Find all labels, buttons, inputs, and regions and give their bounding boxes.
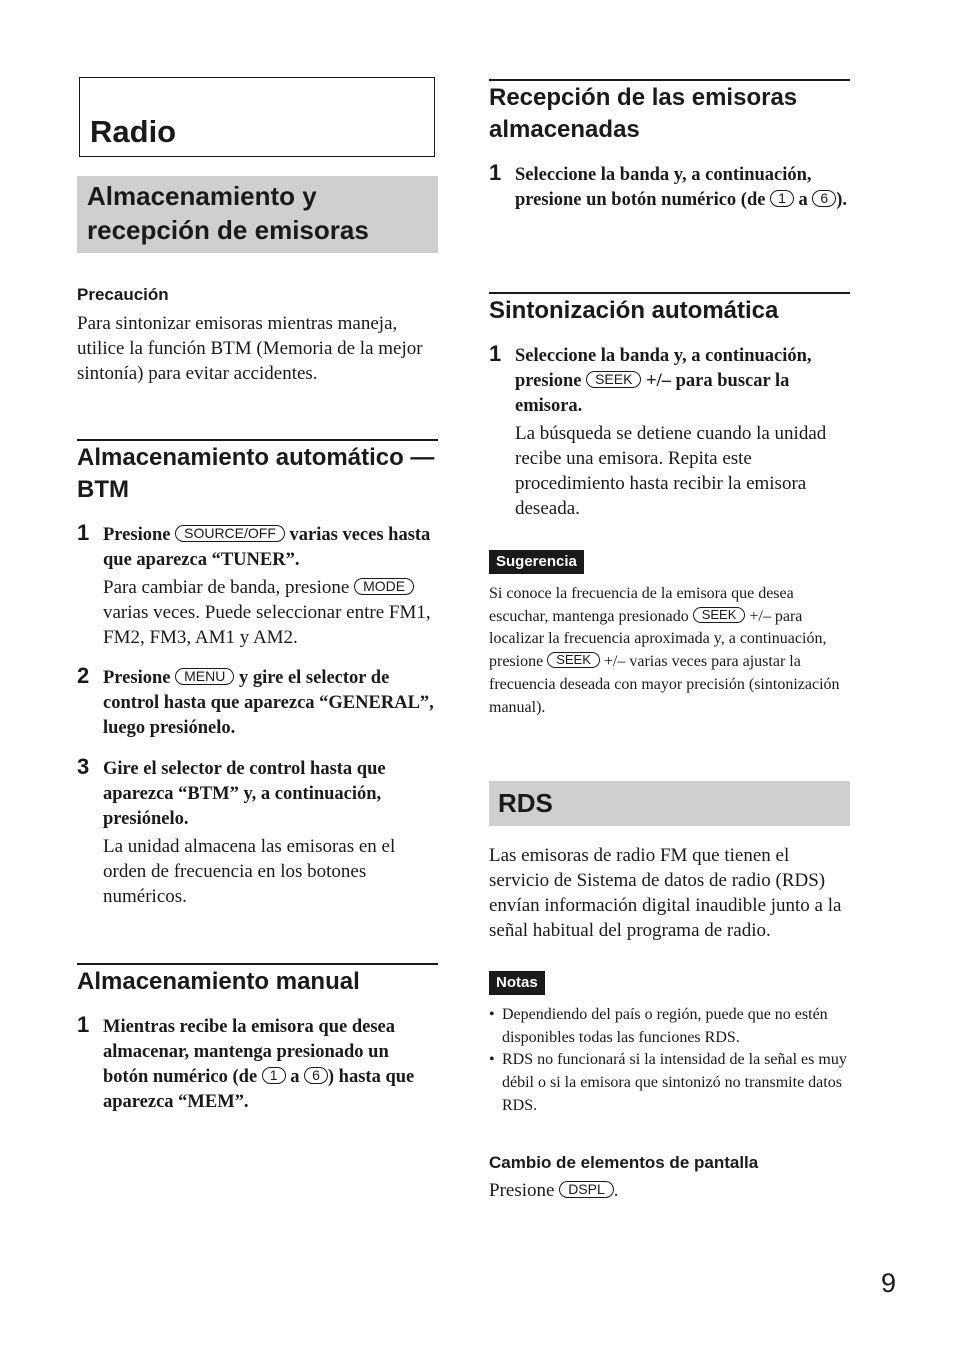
auto-step-1-body: La búsqueda se detiene cuando la unidad recibe una emisora. Repita este procedimiento hasta recibir la emisora deseada. xyxy=(515,423,827,519)
step-body-text: Para cambiar de banda, presione xyxy=(103,577,350,598)
step-number: 2 xyxy=(77,663,90,688)
btm-step-1 xyxy=(103,523,438,573)
number-key-6: 6 xyxy=(304,1067,328,1084)
display-label: Cambio de elementos de pantalla xyxy=(489,1153,759,1172)
step-number: 1 xyxy=(77,1012,90,1037)
btm-heading: Almacenamiento automático — BTM xyxy=(77,444,435,503)
caution-label: Precaución xyxy=(77,285,169,304)
manual-heading: Almacenamiento manual xyxy=(77,968,360,995)
tip-text-part: +/– varias veces para ajustar la frecuencia deseada con mayor precisión (sintonización manual). xyxy=(489,653,840,716)
step-text: Presione xyxy=(103,668,171,688)
tip-text-part: +/– para localizar la frecuencia aproximada y, a continuación, presione xyxy=(489,607,827,671)
step-body-text: varias veces. Puede seleccionar entre FM1, FM2, FM3, AM1 y AM2. xyxy=(103,602,431,648)
tip-text-part: Si conoce la frecuencia de la emisora que desea escuchar, mantenga presionado xyxy=(489,585,794,625)
step-number: 3 xyxy=(77,754,90,779)
divider xyxy=(77,963,438,965)
display-text-part: Presione xyxy=(489,1180,555,1201)
step-text: ). xyxy=(836,190,847,210)
tip-text xyxy=(489,583,850,719)
step-text: Seleccione la banda y, a continuación, presione xyxy=(515,346,812,391)
dspl-key: DSPL xyxy=(559,1181,614,1198)
step-text: a xyxy=(798,190,808,210)
step-text: a xyxy=(290,1067,300,1087)
seek-key: SEEK xyxy=(547,652,600,668)
auto-step-1 xyxy=(515,344,850,419)
divider xyxy=(489,292,850,294)
btm-step-3: Gire el selector de control hasta que aparezca “BTM” y, a continuación, presiónelo. xyxy=(103,759,386,829)
section-title: Almacenamiento y recepción de emisoras xyxy=(87,181,369,245)
mode-key: MODE xyxy=(354,578,414,595)
step-number: 1 xyxy=(77,520,90,545)
display-text-part: . xyxy=(613,1180,619,1201)
rds-title: RDS xyxy=(498,788,553,818)
btm-step-1-body xyxy=(103,575,438,650)
step-text: y gire el selector de control hasta que aparezca “GENERAL”, luego presiónelo. xyxy=(103,668,434,738)
number-key-1: 1 xyxy=(262,1067,286,1084)
step-text: Mientras recibe la emisora que desea almacenar, mantenga presionado un botón numérico (de xyxy=(103,1017,395,1087)
manual-step-1 xyxy=(103,1015,438,1115)
rds-text: Las emisoras de radio FM que tienen el servicio de Sistema de datos de radio (RDS) envían información digital inaudible junto a la señal habitual del programa de radio. xyxy=(489,845,842,941)
note-item: • RDS no funcionará si la intensidad de la señal es muy débil o si la emisora que sintonizó no transmite datos RDS. xyxy=(489,1049,850,1117)
btm-step-2 xyxy=(103,666,438,741)
step-number: 1 xyxy=(489,341,502,366)
page-title-box xyxy=(79,77,435,157)
auto-heading: Sintonización automática xyxy=(489,297,779,324)
page-title: Radio xyxy=(90,114,177,149)
recv-heading: Recepción de las emisoras almacenadas xyxy=(489,84,798,143)
step-text: Seleccione la banda y, a continuación, presione un botón numérico (de xyxy=(515,165,812,210)
notes-list xyxy=(489,1004,850,1118)
number-key-6: 6 xyxy=(812,190,836,207)
step-text: ) hasta que aparezca “MEM”. xyxy=(103,1067,415,1112)
notes-label: Notas xyxy=(489,971,545,995)
step-text: Presione xyxy=(103,525,171,545)
note-item: • Dependiendo del país o región, puede que no estén disponibles todas las funciones RDS. xyxy=(489,1004,850,1049)
caution-text: Para sintonizar emisoras mientras maneja, utilice la función BTM (Memoria de la mejor sintonía) para evitar accidentes. xyxy=(77,313,423,384)
menu-key: MENU xyxy=(175,668,234,685)
step-text: varias veces hasta que aparezca “TUNER”. xyxy=(103,525,431,570)
step-text: +/– para buscar la emisora. xyxy=(515,371,790,416)
divider xyxy=(77,439,438,441)
step-number: 1 xyxy=(489,160,502,185)
seek-key: SEEK xyxy=(693,607,746,623)
recv-step-1 xyxy=(515,163,850,213)
page-number: 9 xyxy=(881,1268,897,1298)
divider xyxy=(489,79,850,81)
display-text xyxy=(489,1178,619,1203)
tip-label: Sugerencia xyxy=(489,550,584,574)
source-off-key: SOURCE/OFF xyxy=(175,525,285,542)
seek-key: SEEK xyxy=(586,371,641,388)
btm-step-3-body: La unidad almacena las emisoras en el orden de frecuencia en los botones numéricos. xyxy=(103,836,396,907)
number-key-1: 1 xyxy=(770,190,794,207)
